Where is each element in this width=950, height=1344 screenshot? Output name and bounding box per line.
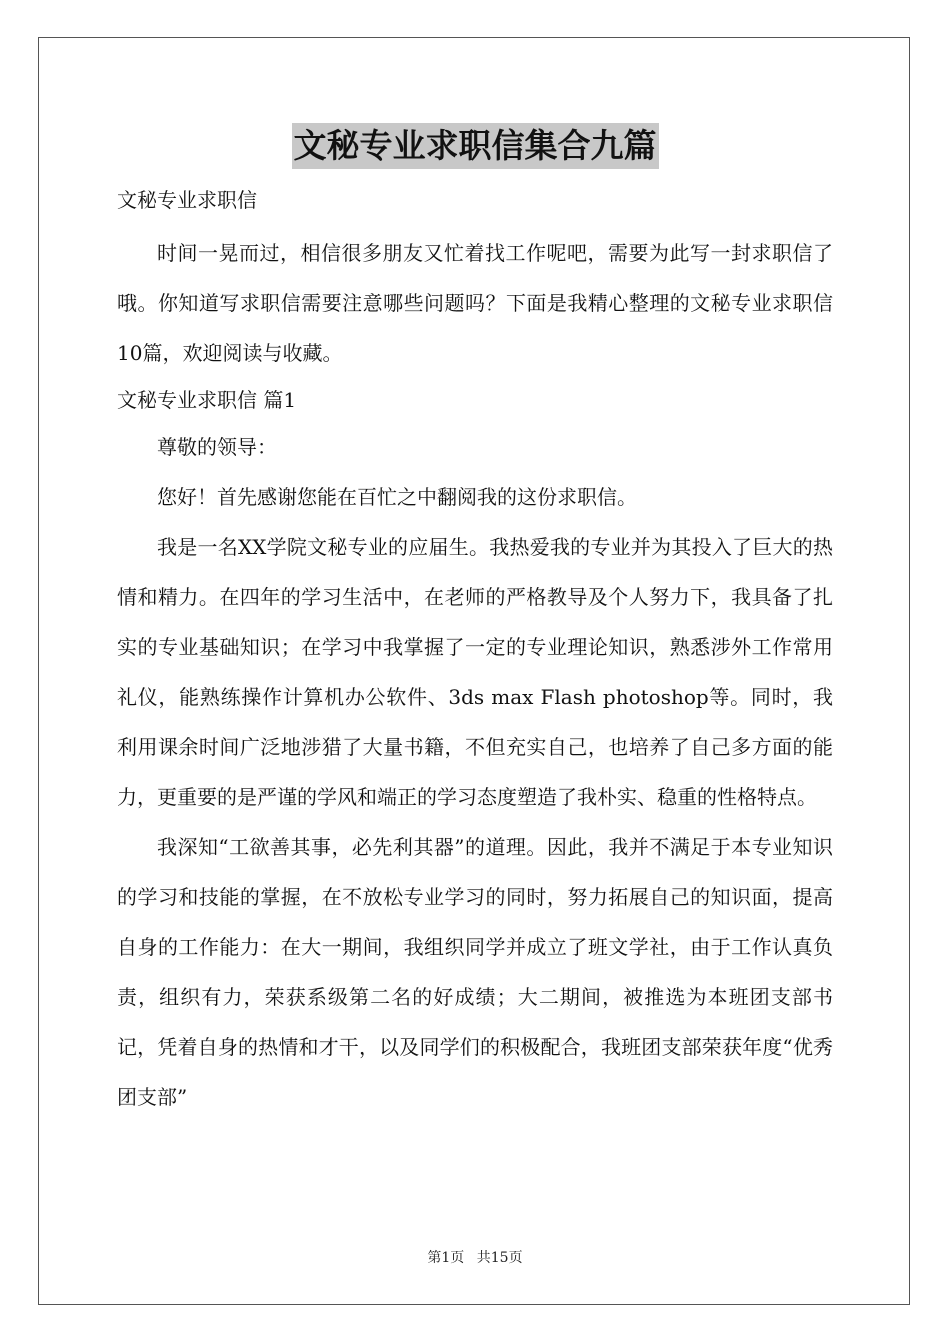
document-title: 文秘专业求职信集合九篇 — [292, 123, 659, 169]
page-footer — [0, 1247, 950, 1267]
intro-heading: 文秘专业求职信 — [117, 188, 257, 212]
total-pages: 共15页 — [476, 1250, 523, 1266]
paragraph-2: 我深知“工欲善其事，必先利其器”的道理。因此，我并不满足于本专业知识的学习和技能的掌握，在不放松专业学习的同时，努力拓展自己的知识面，提高自身的工作能力：在大一期间，我组织同学并成立了班文学社，由于工作认真负责，组织有力，荣获系级第二名的好成绩；大二期间，被推选为本班团支部书记，凭着自身的热情和才干，以及同学们的积极配合，我班团支部荣获年度“优秀团支部” — [117, 835, 833, 1109]
page-number: 第1页 — [427, 1250, 465, 1266]
intro-paragraph: 时间一晃而过，相信很多朋友又忙着找工作呢吧，需要为此写一封求职信了哦。你知道写求职信需要注意哪些问题吗？下面是我精心整理的文秘专业求职信10篇，欢迎阅读与收藏。 — [117, 241, 833, 365]
section-heading: 文秘专业求职信 篇1 — [117, 388, 297, 412]
document-body — [117, 178, 833, 1122]
salutation: 尊敬的领导： — [157, 435, 277, 459]
title-container — [0, 123, 950, 169]
paragraph-1: 我是一名XX学院文秘专业的应届生。我热爱我的专业并为其投入了巨大的热情和精力。在四年的学习生活中，在老师的严格教导及个人努力下，我具备了扎实的专业基础知识；在学习中我掌握了一定的专业理论知识，熟悉涉外工作常用礼仪，能熟练操作计算机办公软件、3ds max Flash photoshop等。同时，我利用课余时间广泛地涉猎了大量书籍，不但充实自己，也培养了自己多方面的能力，更重要的是严谨的学风和端正的学习态度塑造了我朴实、稳重的性格特点。 — [117, 535, 833, 809]
greeting: 您好！首先感谢您能在百忙之中翻阅我的这份求职信。 — [157, 485, 637, 509]
